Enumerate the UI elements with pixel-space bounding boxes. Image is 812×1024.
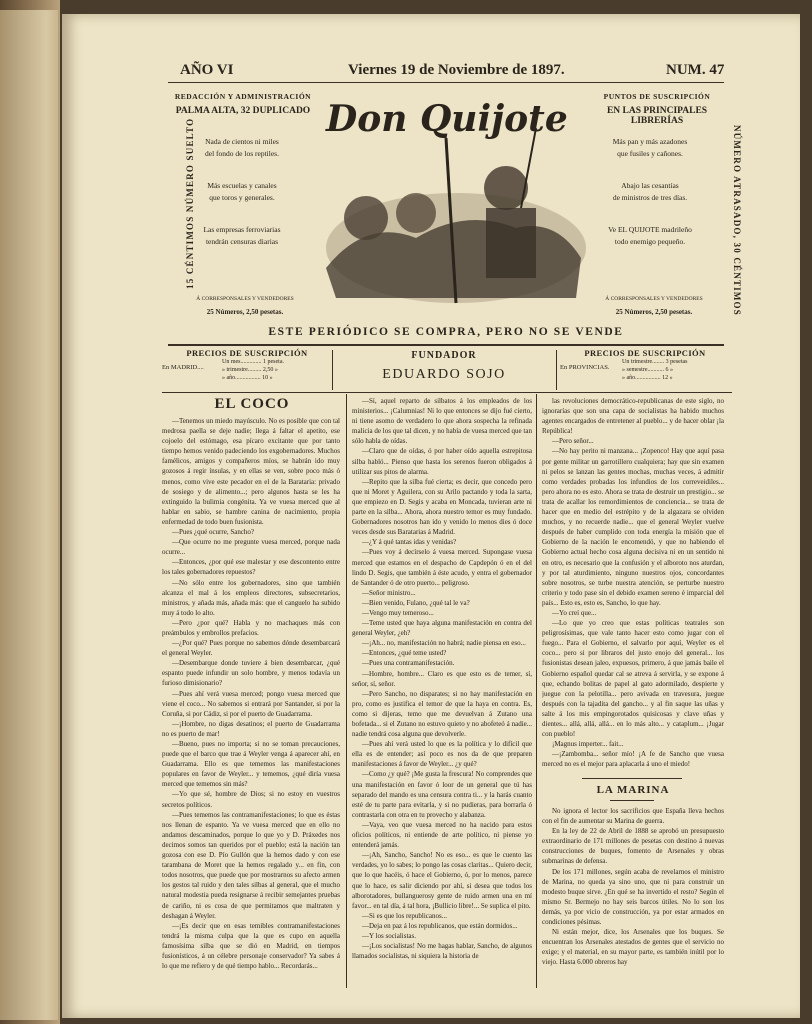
newspaper-page (62, 14, 800, 1018)
article-column-3-marina (542, 806, 724, 986)
paragraph: —Yo creí que... (552, 608, 597, 617)
paragraph: —¿Y á qué tantas idas y venidas? (362, 538, 457, 547)
paragraph: —Desembarque donde tuviere á bien desembarcar, ¿qué espanto puede infundir un solo hombre, y menos todavía un furioso dimisionario? (162, 659, 340, 688)
left-slogan-line: Las empresas ferroviarias (203, 225, 281, 234)
left-slogan-line: Nada de cientos ni miles (205, 137, 279, 146)
left-slogan-line: que toros y generales. (209, 193, 275, 202)
section-rule (610, 800, 654, 801)
paragraph: —Pues ¿qué ocurre, Sancho? (172, 528, 255, 537)
subscription-provinces-row: » año................. 12 » (622, 375, 673, 381)
founder-label: FUNDADOR (411, 350, 477, 361)
paragraph: —Sí, aquel reparto de silbatos á los empleados de los ministerios... ¡Calumnias! Ni lo que entonces se dijo fué cierto, ni tiene asomo de verdadero lo que ahora sospecha la refinada malicia de los que tal dicen, y no había de vuesa merced que tan sólo habla de oídas. (352, 397, 532, 446)
paragraph: —Repito que la silba fué cierta; es decir, que concedo pero que ni Moret y Aguilera, con su Arilo pactando y toda la sarta, que empiezo en D. Segis y acaba en Moncada, tuvieran arte ni parte en la silba... Ahora, ahora nuestro temor es muy fundado. Gobernadores nosotros han ido y venido lo menos dies ó doce veces desde sus Baratarias á Madrid. (352, 477, 532, 537)
motto-rule (168, 344, 724, 346)
paragraph: —Pero señor... (552, 437, 594, 446)
box-divider (556, 350, 557, 390)
paragraph: —Vaya, veo que vuesa merced no ha nacido para estos oficios políticos, ni entiende de arte político, ni piense yo entenderá jamás. (352, 820, 532, 850)
year-label: AÑO VI (180, 62, 234, 78)
previous-page-edge (0, 10, 58, 1020)
right-vertical-price: NÚMERO ATRASADO, 30 CÉNTIMOS (732, 125, 742, 316)
paragraph: —¡Zambomba... señor mío! ¡A fe de Sancho que vuesa merced no es el mejor para aplacarla á uno el miedo! (542, 750, 724, 769)
paragraph: —Teme usted que haya alguna manifestación en contra del general Weyler, ¿eh? (352, 619, 532, 638)
paragraph: —¡Es decir que en esas temibles contramanifestaciones tendrá la misma culpa que la que es cupo en aquella famosísima silba que se dió en Madrid, en tiempos fusionísticos, á un célebre personaje conservador? Ya sabes á lo que me refiero y de qué tiempo hablo... Recordarás... (162, 921, 340, 971)
box-divider (332, 350, 333, 390)
section-rule (582, 778, 682, 779)
paragraph: —Señor ministro... (362, 588, 416, 597)
paragraph: ¡Magnus imperter... fait... (552, 740, 624, 749)
paragraph: —Pero ¿por qué? Habla y no machaques más con preámbulos y embrollos prefacios. (162, 618, 340, 637)
article-title-el-coco: EL COCO (214, 396, 290, 412)
paragraph: Ni están mejor, dice, los Arsenales que los buques. Se encuentran los Arsenales atestados de gentes que el servicio no exige; y el material, en su mayor parte, es también inútil por lo viejo. Hasta 6.000 obreros hay (542, 928, 724, 967)
subscription-provinces-rows (622, 358, 687, 382)
left-slogan-line: tendrán censuras diarias (205, 237, 279, 246)
paragraph: En la ley de 22 de Abril de 1888 se aprobó un presupuesto extraordinario de 171 millones de pesetas con destino á nuevas construcciones de buques, fomento de Arsenales y obras submarinas de defensa. (542, 827, 724, 866)
subscription-madrid-row: » trimestre......... 2,50 » (222, 367, 278, 373)
right-slogan-line: de ministros de tres días. (612, 193, 688, 202)
right-subscription-label: PUNTOS DE SUSCRIPCIÓN (603, 92, 711, 101)
paragraph: —Pues ahí verá usted lo que es la política y lo difícil que ella es de entender; así poco es nos da de que preparen manifestaciones á favor de Weyler... ¿y qué? (352, 740, 532, 769)
subscription-madrid-rows (222, 358, 284, 382)
left-slogan-line: Más escuelas y canales (207, 181, 277, 190)
subscription-box-provinces (560, 348, 730, 390)
paragraph: —Claro que de oídas, ó por haber oído aquella estrepitosa silba habló... Pienso que hasta los serenos fueron obligados á utilizar sus pitos de alarma. (352, 447, 532, 476)
header-rule (168, 82, 724, 83)
subscription-provinces-row: » semestre........... 6 » (622, 367, 673, 373)
paragraph: las revoluciones democrático-republicanas de este siglo, no ignorarías que son una capa de socialistas ha habido muchos agentes encargados de entretener al pueblo... y de hacer oblar ¡la República! (542, 397, 724, 436)
subscription-provinces-row: Un trimestre........ 3 pesetas (622, 359, 688, 365)
paragraph: —No hay perito ni manzana... ¡Zopenco! Hay que aquí pasa por gente militar un garrotillero cualquiera; hay que sin examen ni pelos se lanzan las gentes mochas, muchas veces, á admitir como verdades probadas los infundios de los correveidiles... pero ahora no es esto. Ahora se trata de destruir un prestigio... se trata de acallar los remordimientos de conciencia... se trata de hacer que en medio del estrépito y de la algazara se olviden muchos, y no recuerde nadie... que el general Weyler vuelve después de haber cumplido con toda energía la misión que el Gobierno de la nación le encomendó, y que no habiendo el Gobierno actual hecho cosa alguna decisiva ni en un sentido ni en otro, es necesario que la confusión y el alboroto nos aturdan, y por tal aturdimiento, ninguno nuestros ojos, concordantes sobre nosotros, se turbe nuestra atención, se perturbe nuestro criterio y todo pase sin el debido examen sereno é imparcial del país... Esto es, esto es, Sancho, lo que hay. (542, 447, 724, 607)
paragraph: De los 171 millones, según acaba de revelarnos el ministro de Marina, no queda ya sino uno, que ni para construir un modesto buque sirve. ¿En qué se ha invertido el resto? Según el mismo Sr. Bermejo no hay seis barcos útiles. No lo son los demás, ya por vicio de construcción, ya por estar armados en condiciones pésimas. (542, 867, 724, 927)
paragraph: —Bueno, pues no importa; si no se toman precauciones, puede que el barco que trae á Weyler venga á aparecer ahí, en Guadarrama. Ello es que tememos las manifestaciones populares en favor de Weyler... y tememos, ¿qué diría vuesa merced que tememos sin más? (162, 740, 340, 789)
subscription-madrid-place: En MADRID.... (162, 364, 204, 371)
boxes-bottom-rule (162, 392, 732, 393)
right-slogan-line: Ve EL QUIJOTE madrileño (608, 225, 692, 234)
right-agents-label: Á CORRESPONSALES Y VENDEDORES (605, 296, 703, 302)
article-column-3 (542, 396, 724, 774)
right-slogan-line: todo enemigo pequeño. (614, 237, 686, 246)
left-office-address: PALMA ALTA, 32 DUPLICADO (175, 106, 311, 116)
paragraph: —Hombre, hombre... Claro es que esto es de temer, sí, señor, sí, señor. (352, 669, 532, 688)
paragraph: —Pues tememos las contramanifestaciones; lo que es éstas nos llenan de espanto. Ya ve vuesa merced que en ello no andamos descaminados, porque lo que yo y D. Práxedes nos decimos somos tan queridos por el pueblo; está la nación tan gozosa con ese D. Pío Gullón que la hemos dado y con ese tarambana de Moret que la hemos regalado y... en fin, con todos nosotros, que puede que por mostrarnos su afecto armen los gestos tal ruido y den tales silbas al general, que el mucho natural modestia pueda resignarse á recibir semejantes pruebas de cariño, ni es cosa de que permitamos que maltraten y deshagan á Weyler. (162, 810, 340, 920)
article-column-1 (162, 416, 340, 984)
paragraph: —¡Los socialistas! No me hagas hablar, Sancho, de algunos llamados socialistas, ni siquiera la historia de (352, 942, 532, 961)
subscription-box-madrid (162, 348, 332, 390)
left-slogans (182, 136, 302, 248)
paragraph: —No sólo entre los gobernadores, sino que también alcanza el mal á los empleos directores, subsecretarios, ministros, y añada más, añada más: que el canguelo ha subido muy á todo lo alto. (162, 578, 340, 617)
left-agents-price: 25 Números, 2,50 pesetas. (206, 308, 284, 316)
paragraph: —Bien venido, Fulano, ¿qué tal le va? (362, 598, 470, 607)
motto: ESTE PERIÓDICO SE COMPRA, PERO NO SE VENDE (268, 326, 624, 338)
paragraph: —Pero Sancho, no disparates; si no hay manifestación en pro, como es justifica el temor de que la haya en contra. Es, como si dijeras, temo que me devuelvan á Zutano una bofetada... si el Zutano no estuvo quieto y no abofeteó á nadie... nadie tendrá cosa alguna que devolverle. (352, 689, 532, 739)
article-column-2 (352, 396, 532, 986)
issue-date: Viernes 19 de Noviembre de 1897. (348, 62, 565, 78)
paragraph: —Deja en paz á los republicanos, que están dormidos... (362, 921, 518, 930)
paragraph: —Lo que yo creo que estas políticas teatrales son peligrosísimas, que vale tanto hacer esto como jugar con el fuego... Para el Gobierno, el salvarlo por aquí, Weyler es el coco... pero si por libraros del justo enojo del general... los fusionistas desean jaleo, expuesos, primero, á que jamás baile el Gobierno español quedar cal se atreva á servirla, y se expone á que, echando bolitas de papel al gato adormilado, despierte y juegue con la pelotilla... pero avivada en travesura, juegue después con la tajadita del gancho... y al fin saque las uñas y salte á los mis empingorotados quisicosas y clave uñas y dientes... allá, allá, allá... en lo más alto... y cataplum... ¡Jugar con pueblo! (542, 619, 724, 739)
right-slogan-line: Abajo las cesantías (621, 181, 679, 190)
paragraph: —Si es que los republicanos... (362, 911, 447, 920)
paragraph: —¡Ah, Sancho, Sancho! No es eso... es que le cuento las verdades, yo lo sabes; lo pongo las cosas claritas... Quiero decir, que lo que hacéis, ó hace el Gobierno, ó, por lo menos, parece que lo hace, es salir diciendo por ahí, si desea que todos los alborotadores, bullanguerosy gente de ruido armen una en mí favor... en tal día, á tal hora, ¡Bullicio libre!... Se suplica el pito. (352, 851, 532, 910)
right-subscription-address: EN LAS PRINCIPALES LIBRERÍAS (606, 106, 708, 126)
right-slogan-line: Más pan y más azadones (612, 137, 688, 146)
paragraph: —Entonces, ¿por qué ese malestar y ese descontento entre los tales gobernadores repuestos? (162, 558, 340, 577)
left-office-label: REDACCIÓN Y ADMINISTRACIÓN (174, 92, 312, 101)
paragraph: —Y los socialistas. (362, 931, 416, 940)
masthead-illustration (306, 98, 592, 308)
paragraph: —Vengo muy temeroso... (362, 608, 434, 617)
paragraph: —¡Hombre, no digas desatinos; el puerto de Guadarrama no es puerto de mar! (162, 719, 340, 738)
article-title-la-marina: LA MARINA (596, 784, 670, 796)
paragraph: —Yo que sé, hombre de Dios; si no estoy en vuestros secretos políticos. (162, 790, 340, 809)
founder-name: EDUARDO SOJO (382, 367, 506, 382)
paragraph: —¿Por qué? Pues porque no sabemos dónde desembarcará el general Weyler. (162, 639, 340, 658)
right-slogans (590, 136, 710, 248)
paragraph: —Pues voy á decírselo á vuesa merced. Supongase vuesa merced que estamos en el despacho de Capdepón ó en el del lindo D. Segis, que también á éste acudo, y entra el gobernador de Santander ó de otro puerto... peligroso. (352, 548, 532, 587)
right-slogan-line: que fusiles y cañones. (617, 149, 683, 158)
paragraph: —Tenemos un miedo mayúsculo. No es posible que con tal medrosa paella se deje nadie; llega á faltar el apetito, ese cojoelo del estómago, esa pícaro excitante que por tanto tiempo hemos venido padeciendo los exgobernadores. Muchos famélicos, amigos y compañeros míos, se habrán ido muy gozosos á regir ínsulas, y en ellas se ven, sobre poco más ó menos, como vive este pecador en el de la Barataria: privado de sosiego y de alimento...; pero algunos hasta se les ha extinguido la bulimia congénita. Ya ve vuesa merced que al hablar en sabio, se hambre canina de nacimiento, propia enfermedad de todo buen fusionista. (162, 417, 340, 526)
paragraph: —Pues una contramanifestación. (362, 659, 455, 668)
founder-box (336, 350, 552, 383)
paragraph: —Como ¿y qué? ¡Me gusta la frescura! No comprendes que una manifestación en favor ó loor de un general que tú has separado del mando es una censura contra ti... y la harás cuanto esté de tu parte para evitarla, y si no pudieras, para borrarla ó contrastarla con otra en tu provecho y alabanza. (352, 770, 532, 819)
issue-number: NUM. 47 (666, 62, 725, 78)
subscription-madrid-row: Un mes.............. 1 peseta. (222, 359, 284, 365)
paragraph: —¡Ah... no, manifestación no habrá; nadie piensa en eso... (362, 639, 526, 648)
subscription-provinces-title: PRECIOS DE SUSCRIPCIÓN (584, 348, 706, 358)
left-vertical-price: 15 CÉNTIMOS NÚMERO SUELTO (185, 117, 195, 289)
right-agents-price: 25 Números, 2,50 pesetas. (615, 308, 693, 316)
paragraph: —Que ocurre no me pregunte vuesa merced, porque nada ocurre... (162, 538, 340, 557)
subscription-madrid-row: » año................. 10 » (222, 375, 273, 381)
left-slogan-line: del fondo de los reptiles. (205, 149, 279, 158)
subscription-madrid-title: PRECIOS DE SUSCRIPCIÓN (186, 348, 308, 358)
paragraph: —Entonces, ¿qué teme usted? (362, 649, 447, 658)
column-rule (346, 394, 347, 988)
left-agents-label: Á CORRESPONSALES Y VENDEDORES (196, 296, 294, 302)
paragraph: —Pues ahí verá vuesa merced; pongo vuesa merced que viene el coco... No sabemos si entrará por Santander, si por la Coruña, si por Cádiz, si por el puerto de Guadarrama. (162, 689, 340, 718)
paragraph: No ignora el lector los sacrificios que España lleva hechos con el fin de aumentar su Marina de guerra. (542, 807, 724, 826)
subscription-provinces-place: En PROVINCIAS. (560, 364, 610, 371)
column-rule (536, 394, 537, 988)
newspaper-title: Don Quijote (326, 98, 568, 140)
